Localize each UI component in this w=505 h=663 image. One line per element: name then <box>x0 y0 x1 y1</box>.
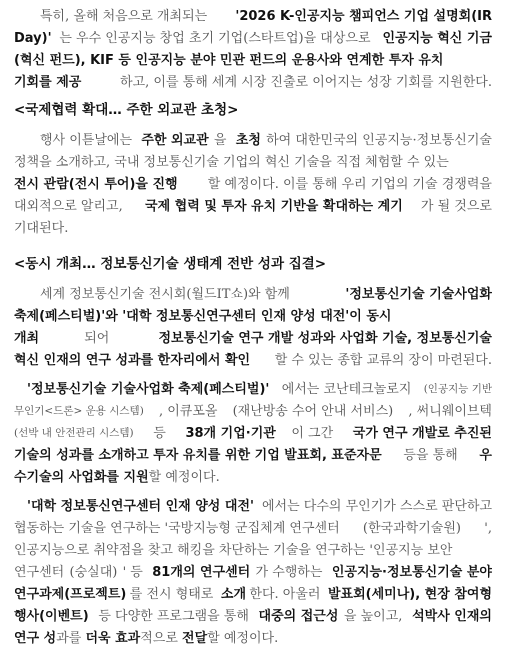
text-line <box>14 469 492 485</box>
text-run: 하고, 이를 통해 세계 시장 진출로 이어지는 성장 기회를 지원한다. <box>120 74 492 90</box>
bold-text: 초청 <box>235 132 261 148</box>
bold-text: 인공지능 혁신 기금 <box>382 30 492 46</box>
text-run: 할 수 있는 종합 교류의 장이 마련된다. <box>274 352 492 368</box>
bold-text: 연구과제(프로젝트) <box>14 586 127 602</box>
text-run: 무인기<드론> 운용 시스템) <box>14 404 144 417</box>
bold-text: '정보통신기술 기술사업화 <box>345 286 492 302</box>
text-run: (숭실대) <box>69 564 118 580</box>
text-run: 에서는 다수의 무인기가 스스로 판단하고 <box>261 498 492 514</box>
text-run: 대외적으로 알리고, <box>14 198 127 214</box>
bold-text: 국가 연구 개발로 추진된 <box>352 425 492 441</box>
text-line <box>14 447 492 463</box>
bold-text: '대학 정보통신연구센터 인재 양성 대전' <box>14 498 254 514</box>
bold-text: 소개 <box>220 586 247 602</box>
text-run: 되어 <box>84 330 114 346</box>
text-line <box>14 52 492 68</box>
text-line <box>14 403 492 419</box>
text-run: 세계 정보통신기술 전시회(월드IT쇼)와 함께 <box>14 286 294 302</box>
text-run: (인공지능 기반 <box>423 382 492 395</box>
text-run: 정책을 소개하고, 국내 정보통신기술 기업의 혁신 기술을 직접 체험할 수 있는 <box>14 154 449 170</box>
text-run: 과를 <box>56 630 86 646</box>
text-line <box>14 8 492 24</box>
text-line <box>14 74 492 90</box>
text-run: , 이큐포올 <box>158 403 218 419</box>
text-line <box>14 630 492 646</box>
bold-text: '정보통신기술 기술사업화 축제(페스티벌)' <box>14 381 270 397</box>
bold-text: 기회를 제공 <box>14 74 82 90</box>
text-run: 를 전시 형태로 <box>129 586 218 602</box>
text-line <box>14 30 492 46</box>
bold-text: 38개 기업·기관 <box>185 425 276 441</box>
bold-text: 정보통신기술 연구 개발 성과와 사업화 기술, 정보통신기술 <box>158 330 492 346</box>
text-run: (재난방송 수어 안내 서비스) <box>232 403 394 419</box>
text-line <box>14 425 492 441</box>
bold-text: Day)' <box>14 30 52 46</box>
bold-text: 연구 성 <box>14 630 57 646</box>
text-line <box>14 381 492 397</box>
bold-text: 인공지능·정보통신기술 분야 <box>331 564 492 580</box>
text-run: (선박 내 안전관리 시스템) <box>14 426 134 439</box>
text-line <box>14 498 492 514</box>
text-run: 한다. 아울러 <box>249 586 325 602</box>
text-line <box>14 286 492 302</box>
text-line <box>14 132 492 148</box>
text-run: , 써니웨이브텍 <box>408 403 492 419</box>
text-line <box>14 220 492 236</box>
text-run: (한국과학기술원) <box>362 520 461 536</box>
text-run: ' 등 <box>122 564 147 580</box>
text-line <box>14 542 492 558</box>
text-run: 특히, 올해 처음으로 개최되는 <box>14 8 212 24</box>
text-run: 등 다양한 프로그램을 통해 <box>94 608 254 624</box>
text-run: 는 우수 인공지능 창업 초기 기업(스타트업)을 대상으로 <box>59 30 375 46</box>
bold-text: 축제(페스티벌)'와 '대학 정보통신연구센터 인재 양성 대전'이 동시 <box>14 308 392 324</box>
bold-text: 발표회(세미나), 현장 참여형 <box>327 586 492 602</box>
text-run: 가 수행하는 <box>255 564 327 580</box>
bold-text: 우 <box>479 447 492 463</box>
text-run: 등 <box>149 425 170 441</box>
section-heading-concurrent-events: <동시 개최… 정보통신기술 생태계 전반 성과 집결> <box>14 256 327 270</box>
text-run: 등을 통해 <box>399 447 462 463</box>
bold-text: 국제 협력 및 투자 유치 기반을 확대하는 계기 <box>145 198 403 214</box>
bold-text: 석박사 인재의 <box>412 608 492 624</box>
bold-text: 전시 관람(전시 투어)을 진행 <box>14 176 178 192</box>
text-run: 에서는 코난테크놀로지 <box>281 381 412 397</box>
text-run: 할 예정이다. <box>148 469 220 485</box>
bold-text: 전달 <box>182 630 208 646</box>
text-line <box>14 330 492 346</box>
bold-text: 기술의 성과를 소개하고 투자 유치를 위한 기업 발표회, 표준자문 <box>14 447 382 463</box>
text-run: 협동하는 기술을 연구하는 '국방지능형 군집체계 연구센터 <box>14 520 340 536</box>
text-line <box>14 520 492 536</box>
text-run: 가 될 것으로 <box>420 198 492 214</box>
bold-text: '2026 K-인공지능 챔피언스 기업 설명회(IR <box>235 8 492 24</box>
text-run: 적으로 <box>140 630 183 646</box>
bold-text: 더욱 효과 <box>85 630 141 646</box>
text-run: 이 그간 <box>291 425 338 441</box>
bold-text: 행사(이벤트) <box>14 608 89 624</box>
text-line <box>14 352 492 368</box>
text-line <box>14 308 492 324</box>
text-run: 하여 대한민국의 인공지능·정보통신기술 <box>266 132 492 148</box>
bold-text: 수기술의 사업화를 지원 <box>14 469 149 485</box>
bold-text: 81개의 연구센터 <box>152 564 251 580</box>
text-run: 을 높이고, <box>343 608 407 624</box>
text-run: 할 예정이다. 이를 통해 우리 기업의 기술 경쟁력을 <box>207 176 492 192</box>
text-line <box>14 154 492 170</box>
text-line <box>14 176 492 192</box>
bold-text: 개최 <box>14 330 40 346</box>
bold-text: 대중의 접근성 <box>258 608 339 624</box>
text-run: ', <box>484 520 492 536</box>
text-line <box>14 608 492 624</box>
text-run: 할 예정이다. <box>207 630 279 646</box>
text-run: 인공지능으로 취약점을 찾고 해킹을 차단하는 기술을 연구하는 '인공지능 보안 <box>14 542 453 558</box>
text-line <box>14 198 492 214</box>
bold-text: (혁신 펀드), KIF 등 인공지능 분야 민관 펀드의 운용사와 연계한 투자 유치 <box>14 52 444 68</box>
text-run: 을 <box>213 132 231 148</box>
text-run: 연구센터 <box>14 564 65 580</box>
text-line <box>14 564 492 580</box>
text-run: 기대된다. <box>14 220 69 236</box>
text-run: 행사 이튿날에는 <box>14 132 137 148</box>
section-heading-international: <국제협력 확대… 주한 외교관 초청> <box>14 102 239 116</box>
text-line <box>14 586 492 602</box>
bold-text: 주한 외교관 <box>141 132 209 148</box>
bold-text: 혁신 인재의 연구 성과를 한자리에서 확인 <box>14 352 251 368</box>
